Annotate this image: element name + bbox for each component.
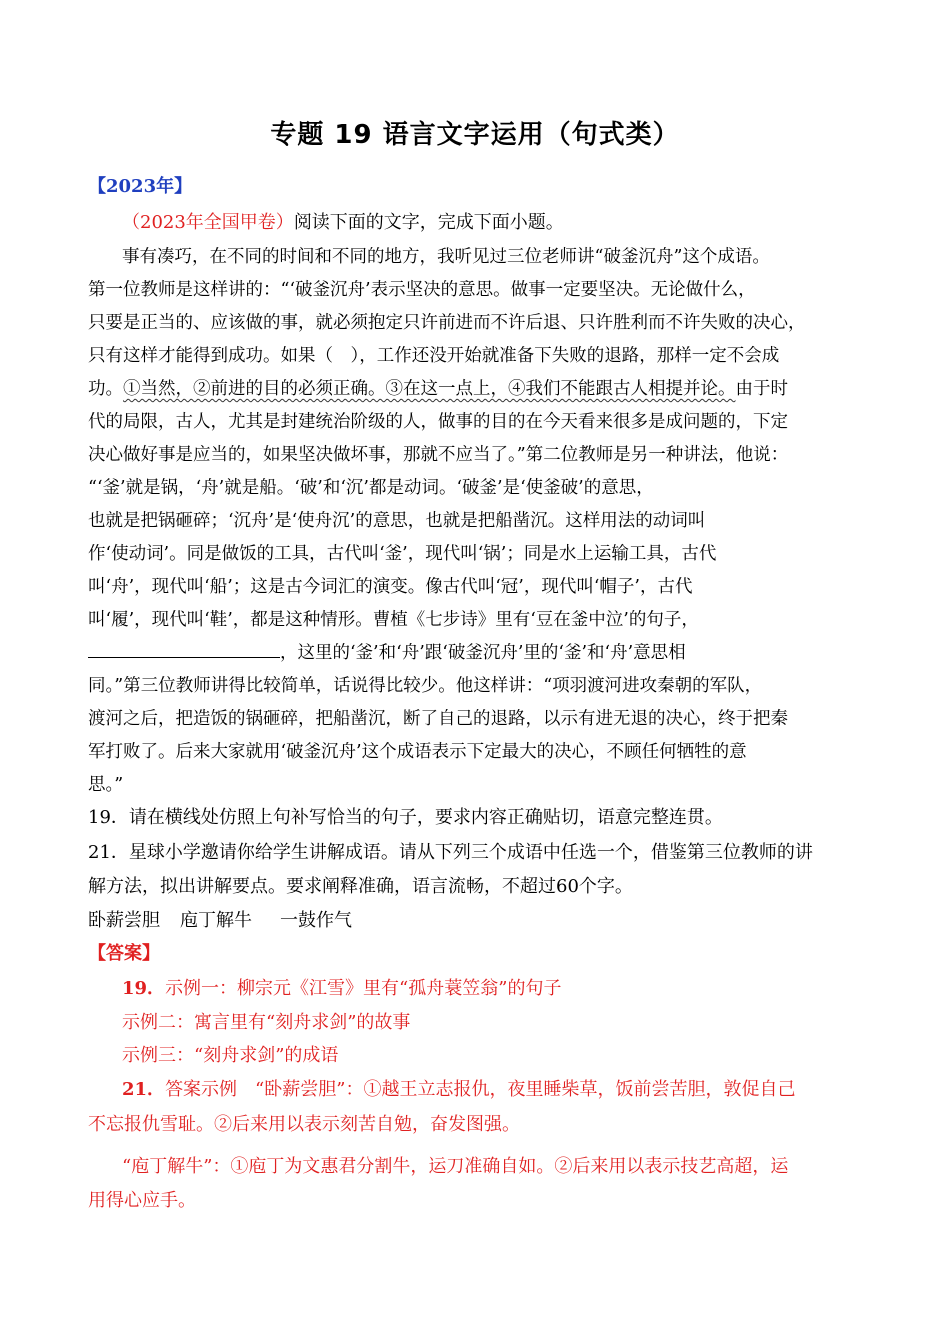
passage-line: [88, 375, 788, 400]
answer-21-line: [122, 1075, 795, 1101]
fill-in-blank[interactable]: [88, 641, 280, 658]
passage-line: 作‘使动词’。同是做饭的工具，古代叫‘釜’，现代叫‘锅’；同是水上运输工具，古代: [88, 544, 717, 564]
answer-21-line: 不忘报仇雪耻。②后来用以表示刻苦自勉，奋发图强。: [88, 1114, 520, 1135]
idiom-item: 卧薪尝胆: [88, 910, 160, 931]
idiom-list: [88, 906, 352, 932]
wavy-underlined-sentence: ①当然，②前进的目的必须正确。③在这一点上，④我们不能跟古人相提并论。: [123, 379, 736, 399]
year-label: 【2023年】: [88, 176, 193, 197]
passage-text: 由于时: [735, 379, 788, 399]
passage-line: 只要是正当的、应该做的事，就必须抱定只许前进而不许后退、只许胜利而不许失败的决心，: [88, 313, 806, 333]
exam-source: （2023年全国甲卷）: [122, 212, 294, 233]
passage-line: 只有这样才能得到成功。如果（ ），工作还没开始就准备下失败的退路，那样一定不会成: [88, 346, 780, 366]
passage-line: 渡河之后，把造饭的锅砸碎，把船凿沉，断了自己的退路，以示有进无退的决心，终于把秦: [88, 709, 788, 729]
answer-19-line: 示例三：“刻舟求剑”的成语: [122, 1045, 339, 1066]
passage-line: 同。”第三位教师讲得比较简单，话说得比较少。他这样讲：“项羽渡河进攻秦朝的军队，: [88, 676, 763, 696]
idiom-item: 庖丁解牛: [180, 910, 252, 931]
question-21: 21．星球小学邀请你给学生讲解成语。请从下列三个成语中任选一个，借鉴第三位教师的讲: [88, 842, 813, 863]
instruction: 阅读下面的文字，完成下面小题。: [293, 212, 564, 233]
intro-line: [122, 208, 564, 234]
passage-text: ，这里的‘釜’和‘舟’跟‘破釜沉舟’里的‘釜’和‘舟’意思相: [280, 643, 686, 663]
idiom-item: 一鼓作气: [280, 910, 352, 931]
answer-label: 【答案】: [88, 943, 160, 964]
passage-line: 思。”: [88, 775, 124, 795]
passage-line: 军打败了。后来大家就用‘破釜沉舟’这个成语表示下定最大的决心，不顾任何牺牲的意: [88, 742, 747, 762]
passage-line: 代的局限，古人，尤其是封建统治阶级的人，做事的目的在今天看来很多是成问题的，下定: [88, 412, 788, 432]
passage-text: 功。: [88, 379, 123, 399]
passage-line: [88, 639, 686, 664]
question-19: 19．请在横线处仿照上句补写恰当的句子，要求内容正确贴切，语意完整连贯。: [88, 807, 723, 828]
answer-19-line: 示例二：寓言里有“刻舟求剑”的故事: [122, 1012, 411, 1033]
answer-text: 答案示例 “卧薪尝胆”：①越王立志报仇，夜里睡柴草，饭前尝苦胆，敦促自己: [165, 1079, 796, 1100]
answer-number: 19．: [122, 978, 166, 999]
passage-line: 事有凑巧，在不同的时间和不同的地方，我听见过三位老师讲“破釜沉舟”这个成语。: [122, 247, 770, 267]
page-title: 专题 19 语言文字运用（句式类）: [270, 120, 680, 150]
passage-line: 叫‘履’，现代叫‘鞋’，都是这种情形。曹植《七步诗》里有‘豆在釜中泣’的句子，: [88, 610, 699, 630]
passage-line: “‘釜’就是锅，‘舟’就是船。‘破’和‘沉’都是动词。‘破釜’是‘使釜破’的意思，: [88, 478, 654, 498]
answer-19-line: [122, 974, 561, 1000]
answer-text: 示例一：柳宗元《江雪》里有“孤舟蓑笠翁”的句子: [165, 978, 562, 999]
question-21-cont: 解方法，拟出讲解要点。要求阐释准确，语言流畅，不超过60个字。: [88, 876, 633, 897]
answer-21-line: 用得心应手。: [88, 1190, 196, 1211]
passage-line: 也就是把锅砸碎；‘沉舟’是‘使舟沉’的意思，也就是把船凿沉。这样用法的动词叫: [88, 511, 706, 531]
answer-21-line: “庖丁解牛”：①庖丁为文惠君分割牛，运刀准确自如。②后来用以表示技艺高超，运: [122, 1156, 789, 1177]
passage-line: 决心做好事是应当的，如果坚决做坏事，那就不应当了。”第二位教师是另一种讲法，他说：: [88, 445, 789, 465]
answer-number: 21．: [122, 1079, 166, 1100]
passage-line: 第一位教师是这样讲的：“‘破釜沉舟’表示坚决的意思。做事一定要坚决。无论做什么，: [88, 280, 756, 300]
passage-line: 叫‘舟’，现代叫‘船’；这是古今词汇的演变。像古代叫‘冠’，现代叫‘帽子’，古代: [88, 577, 693, 597]
